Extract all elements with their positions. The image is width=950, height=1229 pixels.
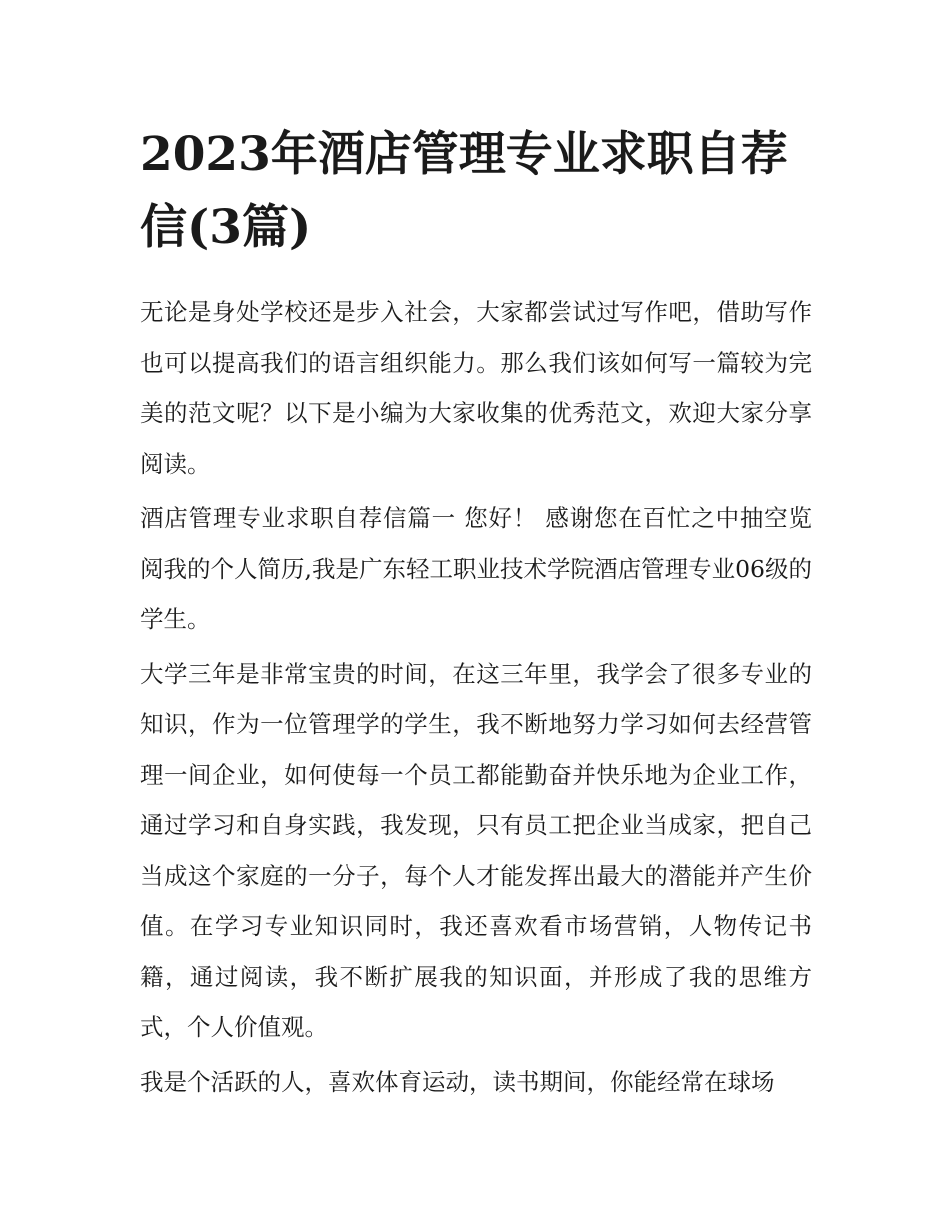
- paragraph-greeting: 酒店管理专业求职自荐信篇一 您好！ 感谢您在百忙之中抽空览阅我的个人简历,我是广东轻工职业技术学院酒店管理专业06级的学生。: [140, 504, 812, 633]
- document-title: 2023年酒店管理专业求职自荐信(3篇): [140, 127, 788, 255]
- document-body: [140, 287, 812, 1107]
- paragraph-personality: 我是个活跃的人，喜欢体育运动，读书期间，你能经常在球场: [140, 1067, 775, 1096]
- paragraph-university: 大学三年是非常宝贵的时间，在这三年里，我学会了很多专业的知识，作为一位管理学的学生，我不断地努力学习如何去经营管理一间企业，如何使每一个员工都能勤奋并快乐地为企业工作，通过学习和自身实践，我发现，只有员工把企业当成家，把自己当成这个家庭的一分子，每个人才能发挥出最大的潜能并产生价值。在学习专业知识同时，我还喜欢看市场营销，人物传记书籍，通过阅读，我不断扩展我的知识面，并形成了我的思维方式，个人价值观。: [140, 659, 812, 1041]
- document-page: [140, 118, 812, 1111]
- paragraph-intro: 无论是身处学校还是步入社会，大家都尝试过写作吧，借助写作也可以提高我们的语言组织能力。那么我们该如何写一篇较为完美的范文呢？以下是小编为大家收集的优秀范文，欢迎大家分享阅读。: [140, 298, 812, 478]
